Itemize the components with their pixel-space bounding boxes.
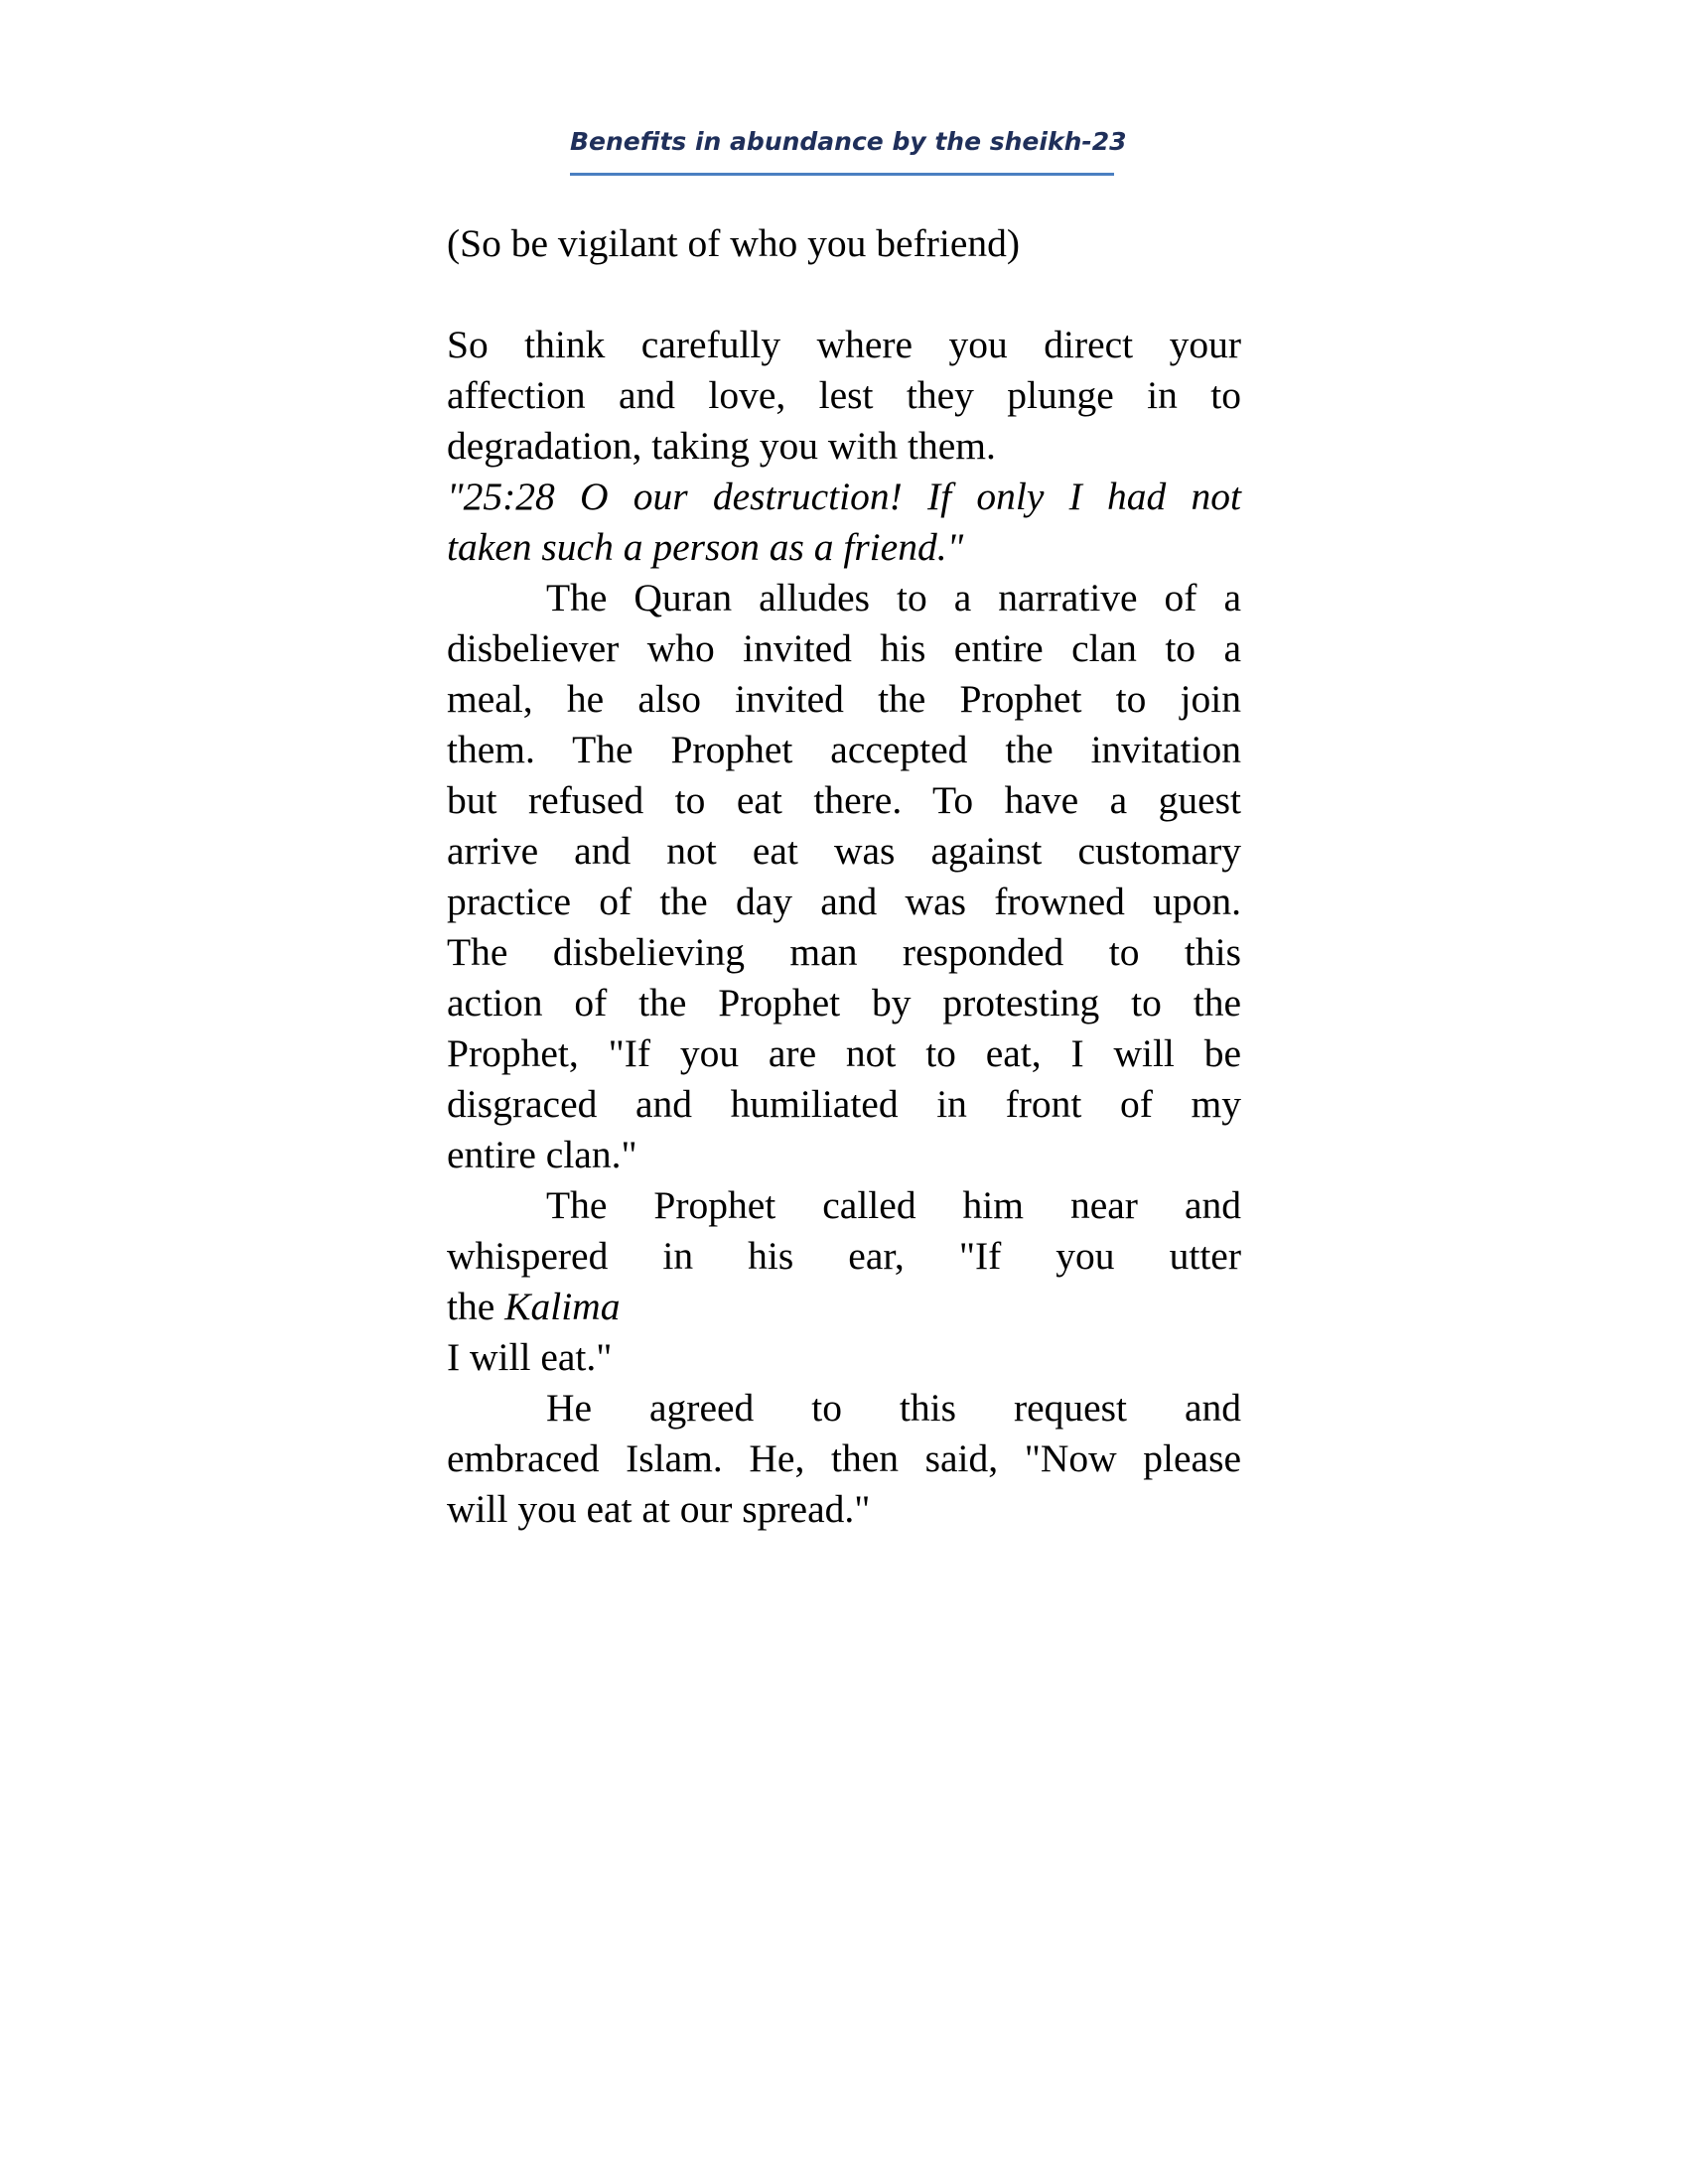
paragraph-line: practice of the day and was frowned upon. bbox=[447, 880, 1241, 923]
paragraph-line: whispered in his ear, "If you utter bbox=[447, 1234, 1241, 1278]
running-header bbox=[570, 125, 1127, 176]
paragraph-line: The Quran alludes to a narrative of a bbox=[546, 576, 1241, 619]
paragraph-line: He agreed to this request and bbox=[546, 1386, 1241, 1430]
paragraph-line: will you eat at our spread." bbox=[447, 1487, 871, 1531]
paragraph-line: I will eat." bbox=[447, 1335, 613, 1379]
paragraph-line: disbeliever who invited his entire clan to a bbox=[447, 626, 1241, 670]
paragraph-line: The Prophet called him near and bbox=[546, 1183, 1241, 1227]
blank-line bbox=[447, 269, 1241, 320]
kalima-term: Kalima bbox=[504, 1285, 621, 1328]
paragraph-line: Prophet, "If you are not to eat, I will be bbox=[447, 1031, 1241, 1075]
paragraph-text: the bbox=[447, 1285, 505, 1328]
section-subheading: (So be vigilant of who you befriend) bbox=[447, 221, 1021, 265]
paragraph-line: arrive and not eat was against customary bbox=[447, 829, 1241, 873]
paragraph-line: So think carefully where you direct your bbox=[447, 323, 1241, 366]
paragraph-line: action of the Prophet by protesting to the bbox=[447, 981, 1241, 1024]
paragraph-line: The disbelieving man responded to this bbox=[447, 930, 1241, 974]
paragraph-line: disgraced and humiliated in front of my bbox=[447, 1082, 1241, 1126]
paragraph-line: them. The Prophet accepted the invitation bbox=[447, 728, 1241, 771]
paragraph-line: embraced Islam. He, then said, "Now please bbox=[447, 1436, 1241, 1480]
paragraph-line bbox=[447, 1282, 1241, 1332]
paragraph-line: meal, he also invited the Prophet to join bbox=[447, 677, 1241, 721]
body-text bbox=[447, 218, 1241, 1535]
paragraph-line: affection and love, lest they plunge in to bbox=[447, 373, 1241, 417]
paragraph-line: entire clan." bbox=[447, 1133, 637, 1176]
paragraph-line: but refused to eat there. To have a guest bbox=[447, 778, 1241, 822]
paragraph-line: degradation, taking you with them. bbox=[447, 424, 996, 468]
quran-quote-line: "25:28 O our destruction! If only I had not bbox=[447, 475, 1241, 518]
header-divider bbox=[570, 173, 1114, 176]
header-title: Benefits in abundance by the sheikh-23 bbox=[570, 127, 1127, 156]
quran-quote-line: taken such a person as a friend." bbox=[447, 525, 964, 569]
